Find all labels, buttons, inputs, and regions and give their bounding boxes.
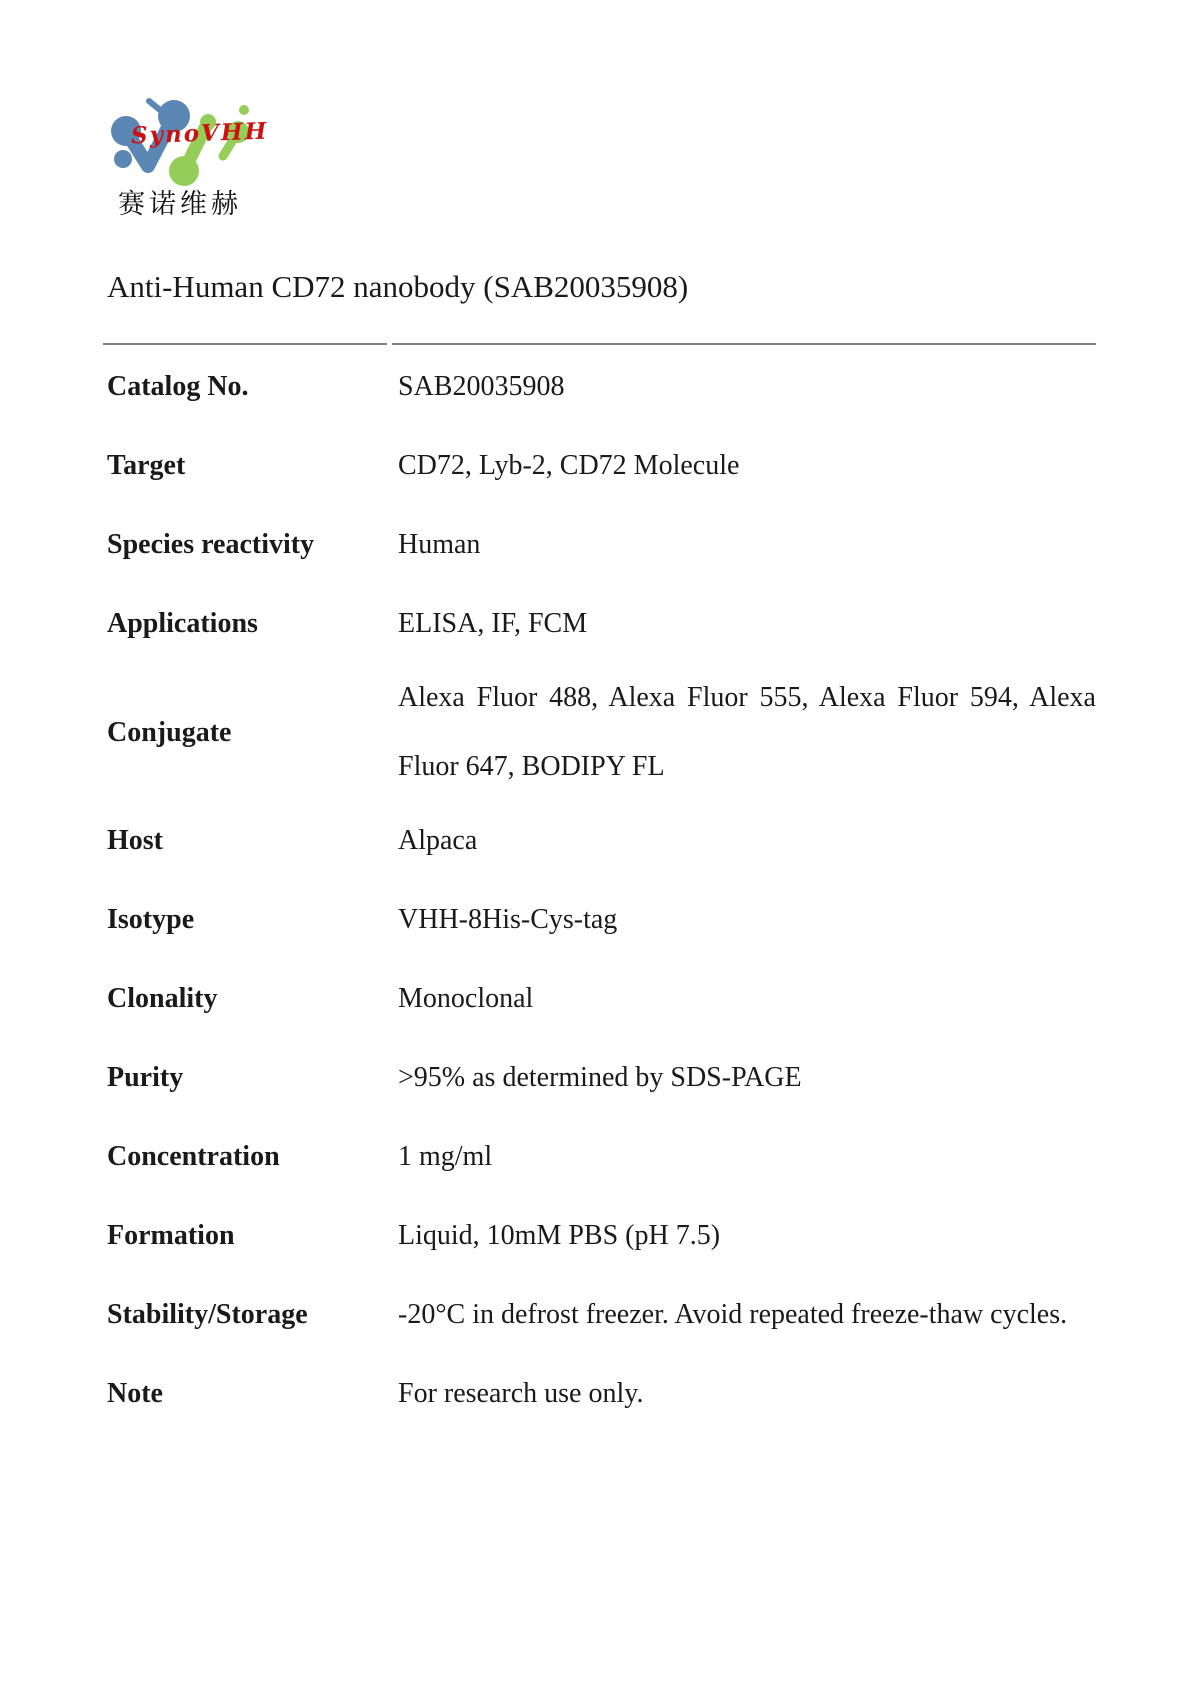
row-value: VHH-8His-Cys-tag	[398, 904, 618, 935]
row-value: 1 mg/ml	[398, 1141, 493, 1172]
row-label: Isotype	[107, 904, 195, 935]
row-label: Target	[107, 450, 186, 481]
row-value: Liquid, 10mM PBS (pH 7.5)	[398, 1220, 721, 1251]
table-row	[103, 1117, 1096, 1196]
row-value: ELISA, IF, FCM	[398, 608, 588, 639]
table-row	[103, 880, 1096, 959]
row-label: Stability/Storage	[107, 1299, 308, 1330]
table-row	[103, 1354, 1096, 1433]
table-row	[103, 801, 1096, 880]
row-value: SAB20035908	[398, 371, 565, 402]
divider-segment-left	[103, 343, 387, 345]
row-value: For research use only.	[398, 1378, 644, 1409]
row-value: >95% as determined by SDS-PAGE	[398, 1062, 802, 1093]
row-label: Applications	[107, 608, 258, 639]
row-label: Note	[107, 1378, 163, 1409]
table-row	[103, 1275, 1096, 1354]
row-value: CD72, Lyb-2, CD72 Molecule	[398, 450, 740, 481]
table-row	[103, 663, 1096, 801]
brand-name-script: SynoVHH	[130, 117, 269, 150]
row-value: Monoclonal	[398, 983, 534, 1014]
row-label: Catalog No.	[107, 371, 249, 402]
table-row	[103, 1038, 1096, 1117]
logo-blue-leaf	[149, 101, 160, 110]
divider-rule	[103, 343, 1096, 345]
row-label: Host	[107, 825, 163, 856]
row-label: Purity	[107, 1062, 184, 1093]
page-title: Anti-Human CD72 nanobody (SAB20035908)	[107, 269, 689, 304]
brand-name-chinese: 赛诺维赫	[118, 189, 242, 219]
spec-sheet	[103, 343, 1096, 1433]
table-row	[103, 584, 1096, 663]
row-value: Alexa Fluor 488, Alexa Fluor 555, Alexa Fluor 594, Alexa Fluor 647, BODIPY FL	[398, 682, 1096, 782]
row-label: Formation	[107, 1220, 235, 1251]
row-value: Human	[398, 529, 481, 560]
row-label: Concentration	[107, 1141, 280, 1172]
row-value: -20°C in defrost freezer. Avoid repeated freeze-thaw cycles.	[398, 1299, 1068, 1330]
divider-segment-right	[392, 343, 1096, 345]
row-label: Clonality	[107, 983, 218, 1014]
table-row	[103, 347, 1096, 426]
logo-green-dot	[239, 105, 249, 115]
table-row	[103, 505, 1096, 584]
row-label: Conjugate	[107, 716, 232, 748]
table-row	[103, 959, 1096, 1038]
row-label: Species reactivity	[107, 529, 315, 560]
logo-blue-circle-small	[114, 150, 132, 168]
row-value: Alpaca	[398, 825, 478, 856]
table-row	[103, 426, 1096, 505]
spec-table	[103, 347, 1096, 1433]
table-row	[103, 1196, 1096, 1275]
